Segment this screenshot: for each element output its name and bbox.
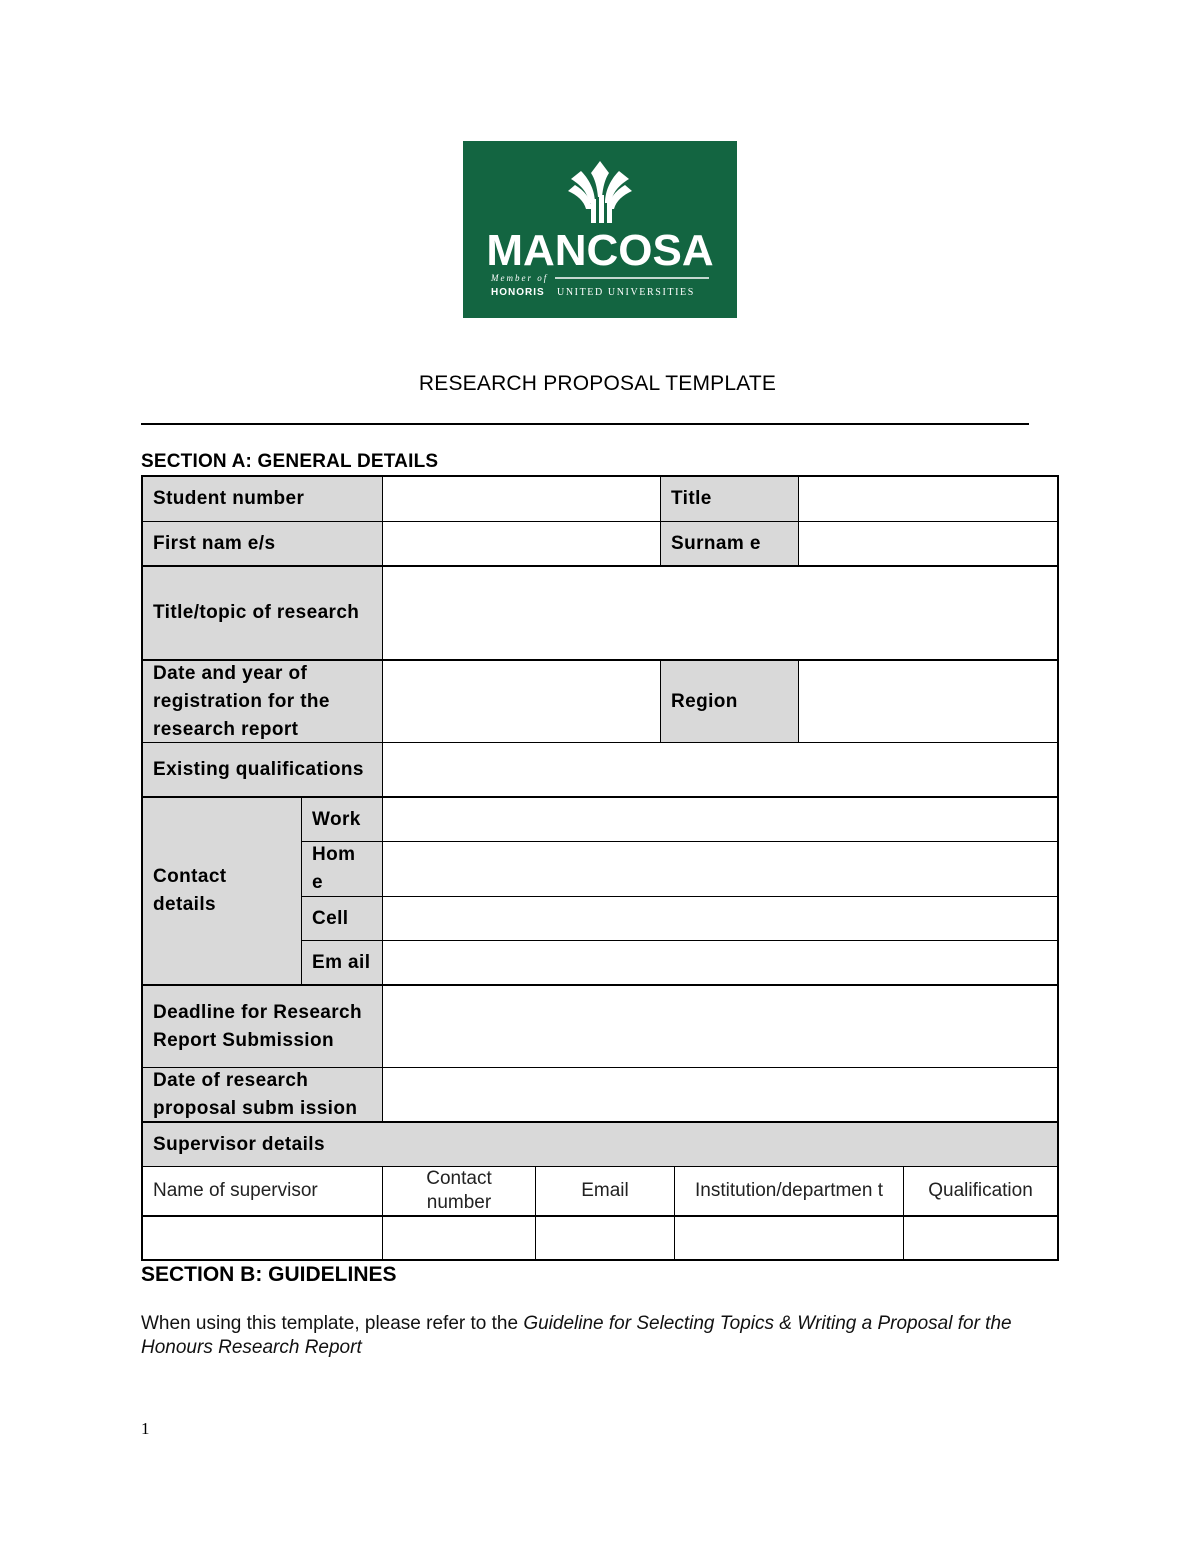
- label-contact-details: Contact details: [143, 798, 302, 986]
- logo-member-of: Member of: [491, 273, 549, 283]
- label-work: Work: [302, 798, 383, 842]
- title-divider: [141, 423, 1029, 425]
- label-registration-date: Date and year of registration for the research report: [143, 661, 383, 743]
- logo-network: HONORIS: [491, 287, 545, 298]
- general-details-table: [141, 475, 1059, 1261]
- qualifications-field[interactable]: [383, 743, 1057, 798]
- region-field[interactable]: [799, 661, 1057, 743]
- label-surname: Surnam e: [661, 522, 799, 567]
- supervisor-contact-field[interactable]: [383, 1217, 536, 1259]
- page-number: 1: [141, 1419, 150, 1438]
- home-phone-field[interactable]: [383, 842, 1057, 897]
- label-region: Region: [661, 661, 799, 743]
- document-title: RESEARCH PROPOSAL TEMPLATE: [418, 372, 777, 395]
- label-first-names: First nam e/s: [143, 522, 383, 567]
- guideline-text: [141, 1312, 1061, 1360]
- topic-field[interactable]: [383, 567, 1057, 661]
- label-supervisor-details: Supervisor details: [143, 1123, 1057, 1167]
- proposal-date-field[interactable]: [383, 1068, 1057, 1123]
- section-a-heading: SECTION A: GENERAL DETAILS: [141, 451, 439, 472]
- label-proposal-date: Date of research proposal subm ission: [143, 1068, 383, 1123]
- header-contact-number: Contact number: [383, 1167, 536, 1217]
- first-names-field[interactable]: [383, 522, 661, 567]
- header-email: Email: [536, 1167, 675, 1217]
- supervisor-qualification-field[interactable]: [904, 1217, 1057, 1259]
- logo-wordmark: MANCOSA: [486, 226, 714, 275]
- email-field[interactable]: [383, 941, 1057, 986]
- deadline-field[interactable]: [383, 986, 1057, 1068]
- cell-phone-field[interactable]: [383, 897, 1057, 941]
- label-qualifications: Existing qualifications: [143, 743, 383, 798]
- guideline-reference: Guideline for Selecting Topics & Writing a Proposal for the Honours Research Report: [141, 1313, 1012, 1358]
- header-supervisor-name: Name of supervisor: [143, 1167, 383, 1217]
- work-phone-field[interactable]: [383, 798, 1057, 842]
- label-deadline: Deadline for Research Report Submission: [143, 986, 383, 1068]
- title-field[interactable]: [799, 477, 1057, 522]
- student-number-field[interactable]: [383, 477, 661, 522]
- supervisor-email-field[interactable]: [536, 1217, 675, 1259]
- section-b-heading: SECTION B: GUIDELINES: [141, 1263, 397, 1286]
- label-student-number: Student number: [143, 477, 383, 522]
- label-cell: Cell: [302, 897, 383, 941]
- logo-network-rest: UNITED UNIVERSITIES: [557, 287, 695, 298]
- leaf-emblem-icon: [568, 161, 632, 223]
- header-qualification: Qualification: [904, 1167, 1057, 1217]
- label-home: Hom e: [302, 842, 383, 897]
- guideline-prefix: When using this template, please refer to the: [141, 1313, 524, 1334]
- registration-date-field[interactable]: [383, 661, 661, 743]
- label-email: Em ail: [302, 941, 383, 986]
- mancosa-logo: [463, 141, 737, 318]
- header-institution: Institution/departmen t: [675, 1167, 904, 1217]
- label-title: Title: [661, 477, 799, 522]
- surname-field[interactable]: [799, 522, 1057, 567]
- label-topic: Title/topic of research: [143, 567, 383, 661]
- supervisor-name-field[interactable]: [143, 1217, 383, 1259]
- supervisor-institution-field[interactable]: [675, 1217, 904, 1259]
